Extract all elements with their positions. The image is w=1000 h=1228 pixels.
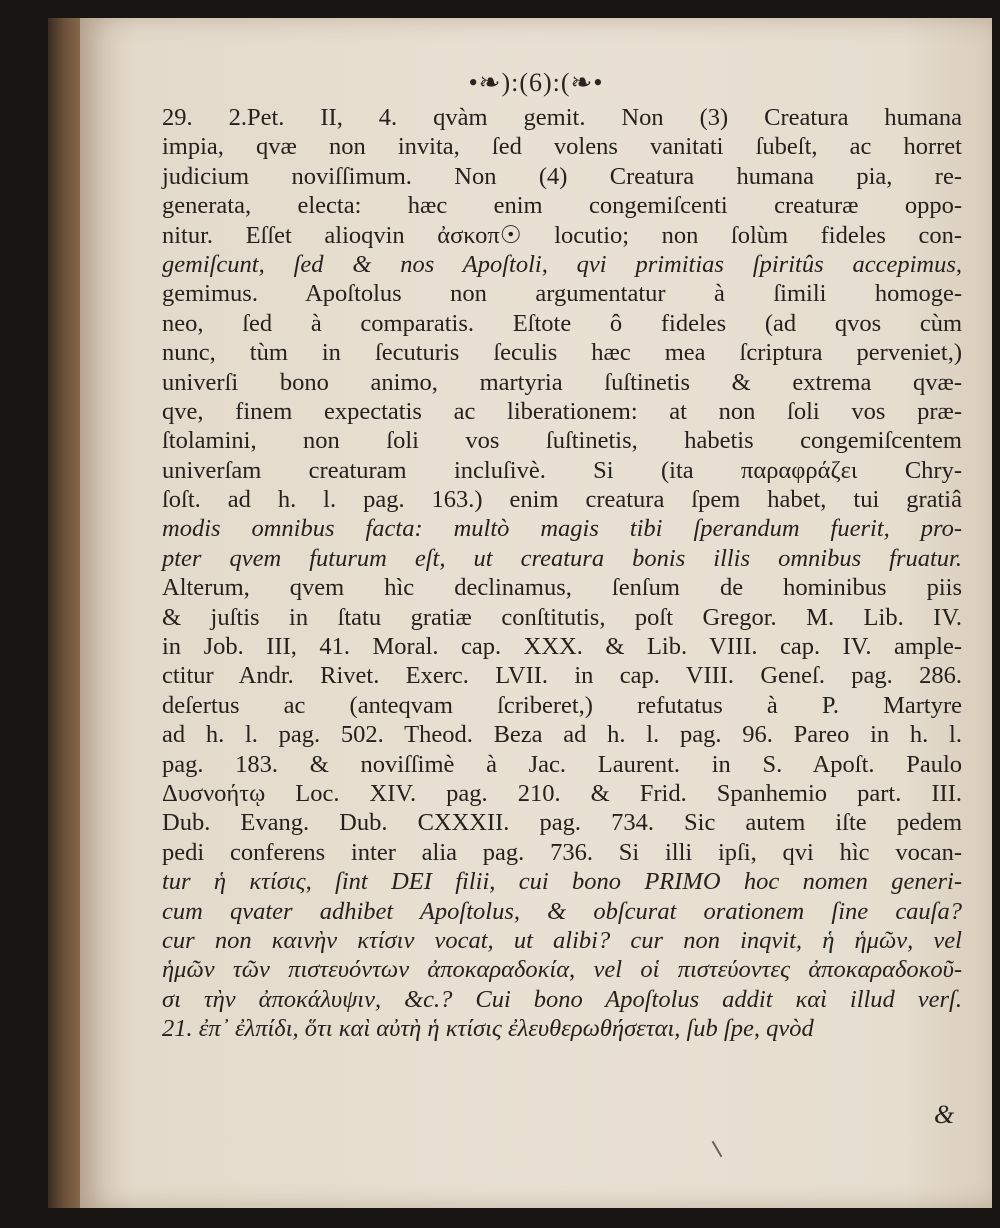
text-line: pter qvem futurum eſt, ut creatura bonis illis omnibus fruatur. — [162, 544, 962, 572]
text-line: nitur. Eſſet alioqvin ἀσκοπ☉ locutio; non ſolùm fideles con- — [162, 221, 962, 249]
text-line: neo, ſed à comparatis. Eſtote ô fideles (ad qvos cùm — [162, 309, 962, 337]
text-line: modis omnibus facta: multò magis tibi ſperandum fuerit, pro- — [162, 515, 962, 543]
text-line: gemimus. Apoſtolus non argumentatur à ſimili homoge- — [162, 280, 962, 308]
text-line: ἡμῶν τῶν πιστευόντων ἀποκαραδοκία, vel οἱ πιστεύοντες ἀποκαραδοκοῦ- — [162, 956, 962, 984]
text-line: in Job. III, 41. Moral. cap. XXX. & Lib. VIII. cap. IV. ample- — [162, 633, 962, 661]
text-line: univerſam creaturam incluſivè. Si (ita παραφράζει Chry- — [162, 456, 962, 484]
text-line: ſoſt. ad h. l. pag. 163.) enim creatura ſpem habet, tui gratiâ — [162, 486, 962, 514]
text-line: ctitur Andr. Rivet. Exerc. LVII. in cap. VIII. Geneſ. pag. 286. — [162, 662, 962, 690]
text-line: ſtolamini, non ſoli vos ſuſtinetis, habetis congemiſcentem — [162, 427, 962, 455]
text-line: deſertus ac (anteqvam ſcriberet,) refutatus à P. Martyre — [162, 691, 962, 719]
text-line: pedi conferens inter alia pag. 736. Si illi ipſi, qvi hìc vocan- — [162, 838, 962, 866]
text-line: univerſi bono animo, martyria ſuſtinetis & extrema qvæ- — [162, 368, 962, 396]
text-line: & juſtis in ſtatu gratiæ conſtitutis, poſt Gregor. M. Lib. IV. — [162, 603, 962, 631]
text-line: Δυσνοήτῳ Loc. XIV. pag. 210. & Frid. Spanhemio part. III. — [162, 779, 962, 807]
text-line: 21. ἐπ᾽ ἐλπίδι, ὅτι καὶ αὐτὴ ἡ κτίσις ἐλευθερωθήσεται, ſub ſpe, qvòd — [162, 1015, 814, 1043]
text-line: Alterum, qvem hìc declinamus, ſenſum de hominibus piis — [162, 574, 962, 602]
page-header: •❧):(6):(❧• — [468, 68, 604, 97]
catchword: & — [934, 1100, 955, 1129]
text-block — [162, 103, 962, 1044]
text-line: ad h. l. pag. 502. Theod. Beza ad h. l. pag. 96. Pareo in h. l. — [162, 721, 962, 749]
text-line: Dub. Evang. Dub. CXXXII. pag. 734. Sic autem iſte pedem — [162, 809, 962, 837]
text-line: pag. 183. & noviſſimè à Jac. Laurent. in S. Apoſt. Paulo — [162, 750, 962, 778]
book-spine-edge — [48, 18, 84, 1208]
text-line: cum qvater adhibet Apoſtolus, & obſcurat orationem ſine cauſa? — [162, 897, 962, 925]
text-line: cur non καινὴν κτίσιν vocat, ut alibi? cur non inqvit, ἡ ἡμῶν, vel — [162, 926, 962, 954]
text-line: impia, qvæ non invita, ſed volens vanitati ſubeſt, ac horret — [162, 133, 962, 161]
text-line: nunc, tùm in ſecuturis ſeculis hæc mea ſcriptura perveniet,) — [162, 339, 962, 367]
text-line: judicium noviſſimum. Non (4) Creatura humana pia, re- — [162, 162, 962, 190]
text-line: 29. 2.Pet. II, 4. qvàm gemit. Non (3) Creatura humana — [162, 104, 962, 131]
text-line: gemiſcunt, ſed & nos Apoſtoli, qvi primitias ſpiritûs accepimus, — [162, 250, 962, 278]
text-line: generata, electa: hæc enim congemiſcenti creaturæ oppo- — [162, 192, 962, 220]
text-line: tur ἡ κτίσις, ſint DEI filii, cui bono PRIMO hoc nomen generi- — [162, 868, 962, 896]
text-line: σι τὴν ἀποκάλυψιν, &c.? Cui bono Apoſtolus addit καὶ illud verſ. — [162, 985, 962, 1013]
text-line: qve, finem expectatis ac liberationem: at non ſoli vos præ- — [162, 397, 962, 425]
